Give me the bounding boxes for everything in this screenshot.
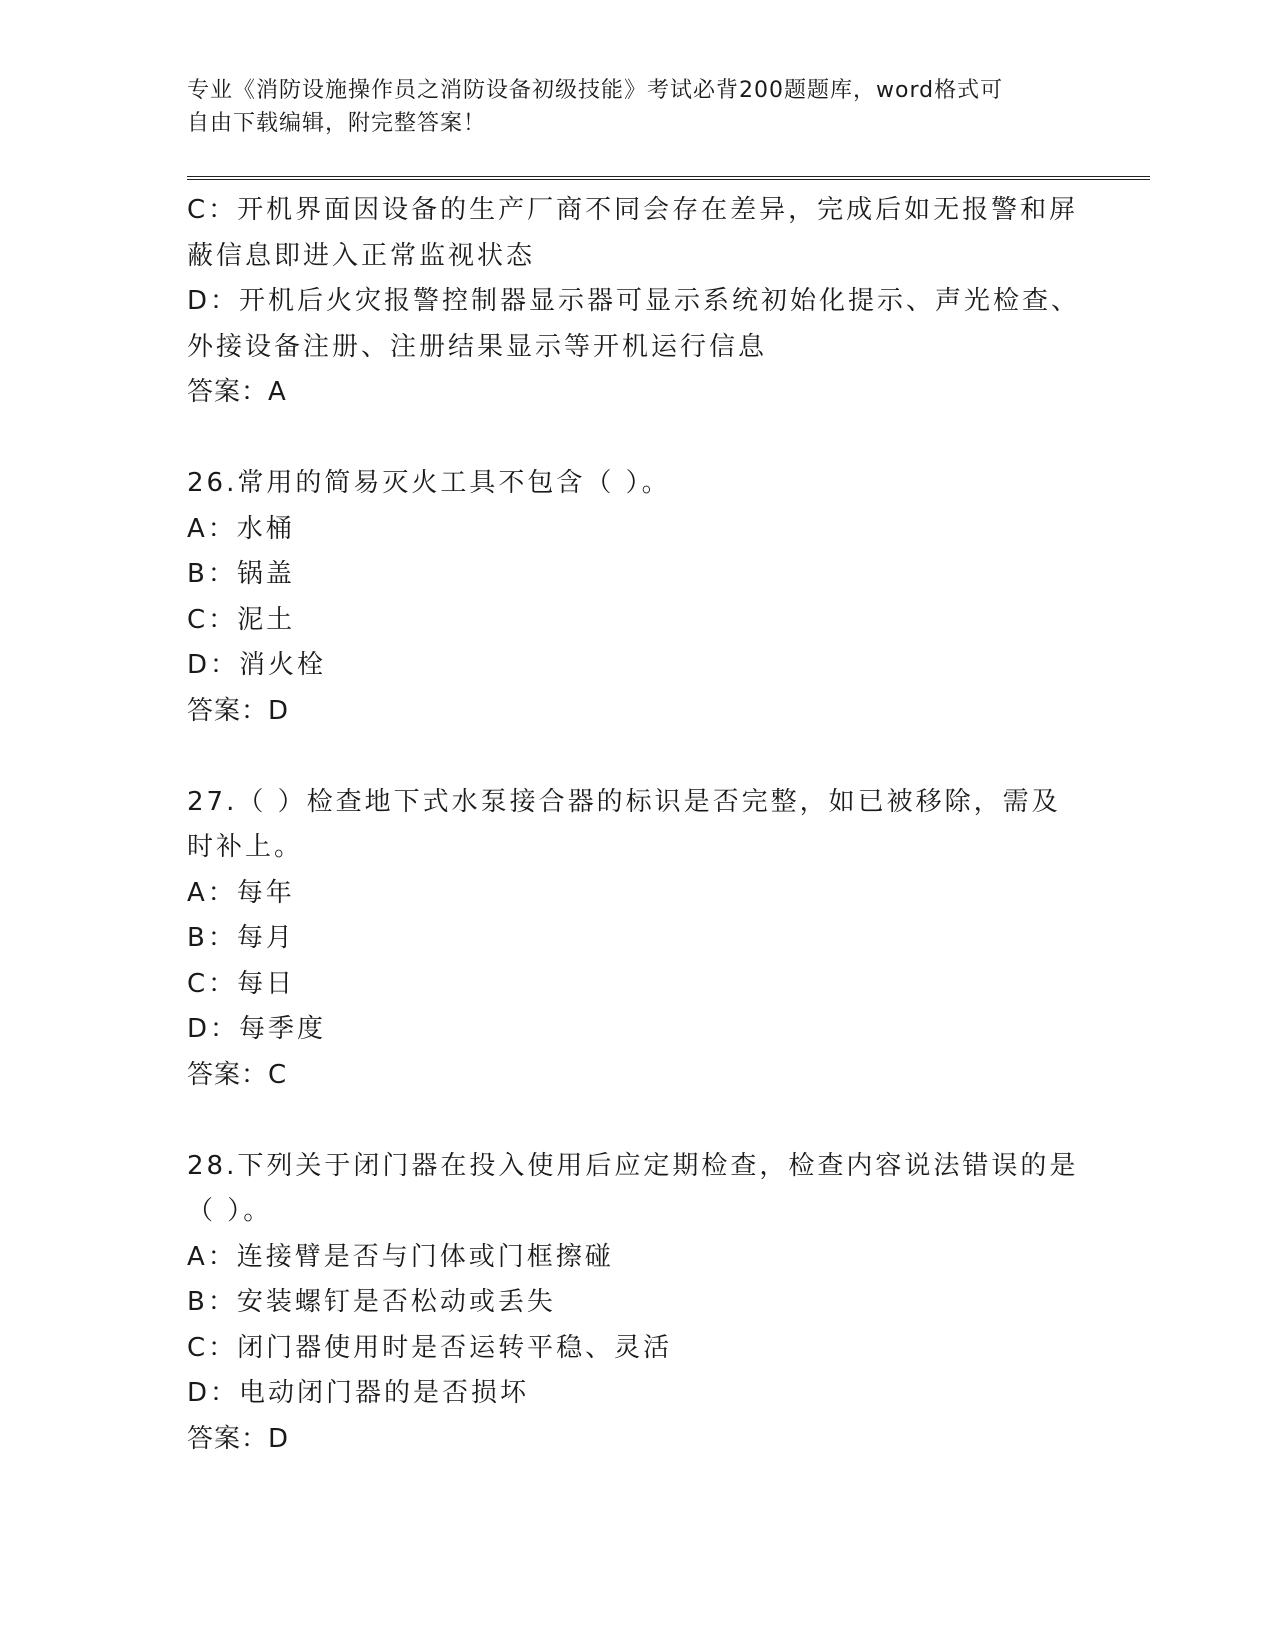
spacer xyxy=(187,734,1087,780)
question-stem: 26.常用的简易灭火工具不包含（ ）。 xyxy=(187,468,671,498)
question-content xyxy=(187,188,1087,1462)
spacer xyxy=(187,416,1087,462)
spacer xyxy=(187,1098,1087,1144)
header-line-1: 专业《消防设施操作员之消防设备初级技能》考试必背200题题库，word格式可 xyxy=(187,78,1004,103)
option-a: A：每年 xyxy=(187,877,295,908)
question-27 xyxy=(187,780,1087,1099)
question-28 xyxy=(187,1144,1087,1463)
answer: 答案：A xyxy=(187,377,287,407)
option-b: B：锅盖 xyxy=(187,559,295,589)
option-d: D：电动闭门器的是否损坏 xyxy=(187,1378,530,1408)
option-c-line-2: 蔽信息即进入正常监视状态 xyxy=(187,240,536,271)
option-b: B：安装螺钉是否松动或丢失 xyxy=(187,1287,556,1317)
option-b: B：每月 xyxy=(187,923,295,953)
question-stem-line-2: （ ）。 xyxy=(187,1196,273,1226)
question-stem-line-1: 27.（ ）检查地下式水泵接合器的标识是否完整，如已被移除，需及 xyxy=(187,786,1061,817)
option-d: D：消火栓 xyxy=(187,650,327,680)
option-d-line-1: D：开机后火灾报警控制器显示器可显示系统初始化提示、声光检查、 xyxy=(187,286,1081,316)
question-stem-line-1: 28.下列关于闭门器在投入使用后应定期检查，检查内容说法错误的是 xyxy=(187,1150,1079,1181)
option-a: A：连接臂是否与门体或门框擦碰 xyxy=(187,1241,614,1272)
option-c-line-1: C：开机界面因设备的生产厂商不同会存在差异，完成后如无报警和屏 xyxy=(187,195,1079,225)
question-26 xyxy=(187,461,1087,734)
header-divider xyxy=(187,176,1150,180)
document-header xyxy=(187,74,1067,140)
option-d-line-2: 外接设备注册、注册结果显示等开机运行信息 xyxy=(187,331,768,362)
option-c: C：闭门器使用时是否运转平稳、灵活 xyxy=(187,1332,673,1363)
option-a: A：水桶 xyxy=(187,513,295,544)
answer: 答案：D xyxy=(187,695,290,726)
answer: 答案：D xyxy=(187,1423,290,1454)
continued-question-25 xyxy=(187,188,1087,416)
answer: 答案：C xyxy=(187,1059,288,1090)
header-line-2: 自由下载编辑，附完整答案！ xyxy=(187,111,487,136)
option-d: D：每季度 xyxy=(187,1014,327,1044)
option-c: C：泥土 xyxy=(187,604,296,635)
option-c: C：每日 xyxy=(187,968,296,999)
question-stem-line-2: 时补上。 xyxy=(187,832,304,862)
